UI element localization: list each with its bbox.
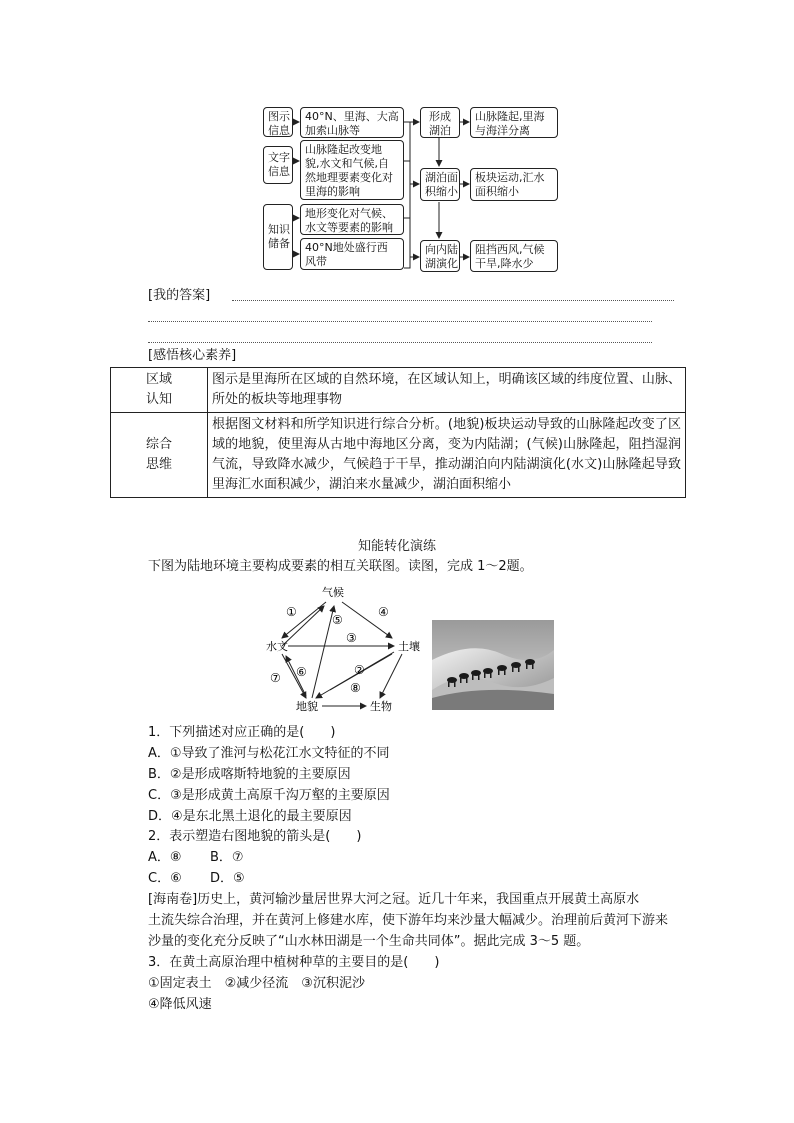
result-box-2: 板块运动,汇水 面积缩小 [470,168,558,201]
node-climate: 气候 [322,586,344,599]
question-1-option-b: B．②是形成喀斯特地貌的主要原因 [148,767,351,782]
source-label-text: 文字 信息 [263,146,293,184]
section-title: 知能转化演练 [357,539,436,554]
node-biology: 生物 [370,700,392,713]
source-label-diagram: 图示 信息 [263,107,293,137]
table-row [111,368,686,413]
core-literacy-table [110,367,686,498]
arrow-5 [312,606,334,698]
process-box-shrink: 湖泊面 积缩小 [420,168,460,201]
result-box-1: 山脉隆起,里海 与海洋分离 [470,107,558,138]
arrow-label-2: ② [354,663,365,677]
node-hydrology: 水文 [266,640,288,653]
table-cell-label: 区域 认知 [111,368,208,413]
process-box-inland: 向内陆 湖演化 [420,240,460,272]
question-3-options: ①固定表土 ②减少径流 ③沉积泥沙 [148,976,365,991]
passage-line-3: 沙量的变化充分反映了“山水林田湖是一个生命共同体”。据此完成 3～5 题。 [148,934,590,949]
question-2-stem: 2．表示塑造右图地貌的箭头是( ) [148,829,362,844]
node-landform: 地貌 [296,700,318,713]
passage-line-1: [海南卷]历史上，黄河输沙量居世界大河之冠。近几十年来，我国重点开展黄土高原水 [148,892,640,907]
arrow-8b [380,654,402,698]
process-box-form-lake: 形成 湖泊 [420,107,460,138]
arrow-label-3: ③ [346,631,357,645]
passage-line-2: 土流失综合治理，并在黄河上修建水库，使下游年均来沙量大幅减少。治理前后黄河下游来 [148,913,669,928]
question-2-option-d: D．⑤ [210,871,245,886]
question-3-stem: 3．在黄土高原治理中植树种草的主要目的是( ) [148,955,440,970]
core-label: [感悟核心素养] [148,348,237,363]
answer-line-3 [148,342,652,343]
info-box-4: 40°N地处盛行西 风带 [300,238,404,270]
question-1-stem: 1．下列描述对应正确的是( ) [148,725,336,740]
question-2-option-b: B．⑦ [210,850,244,865]
table-cell-content: 图示是里海所在区域的自然环境，在区域认知上，明确该区域的纬度位置、山脉、所处的板块等地理事物 [208,368,686,413]
arrow-label-7: ⑦ [270,671,281,685]
question-2-option-a: A．⑧ [148,850,182,865]
question-1-option-c: C．③是形成黄土高原千沟万壑的主要原因 [148,788,390,803]
desert-camel-photo [432,620,554,710]
question-2-option-c: C．⑥ [148,871,182,886]
node-soil: 土壤 [398,640,420,653]
elements-relation-diagram [262,580,432,718]
result-box-3: 阻挡西风,气候 干旱,降水少 [470,240,558,272]
info-box-1: 40°N、里海、大高 加索山脉等 [300,107,404,138]
arrow-label-8: ⑧ [350,681,361,695]
answer-label: [我的答案] [148,288,211,303]
table-cell-content: 根据图文材料和所学知识进行综合分析。(地貌)板块运动导致的山脉隆起改变了区域的地貌，使里海从古地中海地区分离，变为内陆湖；(气候)山脉隆起，阻挡湿润气流，导致降水减少，气候趋于干旱，推动湖泊向内陆湖演化(水文)山脉隆起导致里海汇水面积减少，湖泊来水量减少，湖泊面积缩小 [208,413,686,498]
arrow-label-6: ⑥ [296,665,307,679]
arrow-label-1: ① [286,605,297,619]
question-3-option-4: ④降低风速 [148,997,212,1012]
question-1-option-d: D．④是东北黑土退化的最主要原因 [148,809,352,824]
info-box-3: 地形变化对气候、 水文等要素的影响 [300,204,404,235]
arrow-label-4: ④ [378,605,389,619]
intro-text: 下图为陆地环境主要构成要素的相互关联图。读图，完成 1～2题。 [148,559,533,574]
question-1-option-a: A．①导致了淮河与松花江水文特征的不同 [148,746,390,761]
source-label-knowledge: 知识 储备 [263,204,293,270]
table-cell-label: 综合 思维 [111,413,208,498]
answer-line-1 [232,300,674,301]
answer-line-2 [148,321,652,322]
info-box-2: 山脉隆起改变地 貌,水文和气候,自 然地理要素变化对 里海的影响 [300,140,404,200]
table-row [111,413,686,498]
arrow-label-5: ⑤ [332,613,343,627]
